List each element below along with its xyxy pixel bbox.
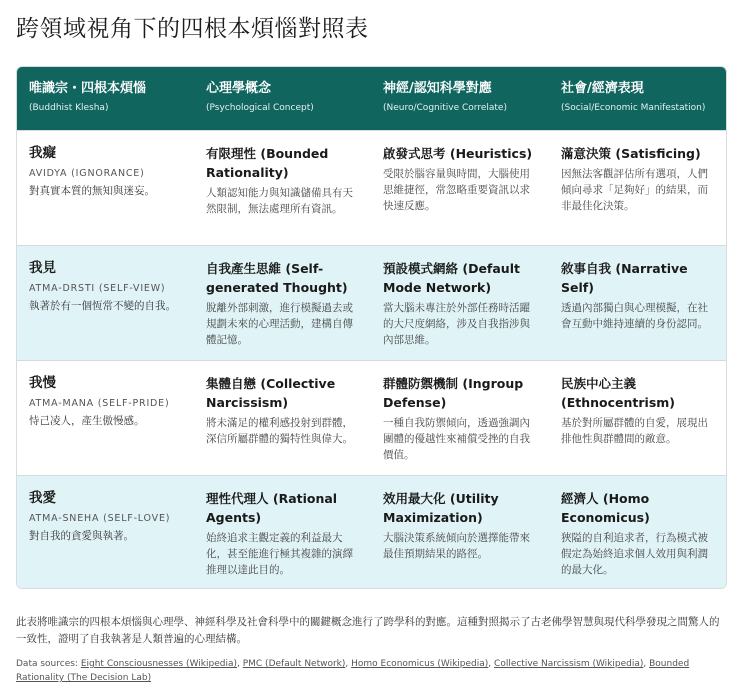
psychology-cell [194,130,371,245]
klesha-sanskrit: ATMA-SNEHA (SELF-LOVE) [29,512,171,524]
table-row [17,130,726,245]
page-title: 跨領域視角下的四根本煩惱對照表 [16,16,369,42]
concept-description: 狹隘的自利追求者，行為模式被假定為始終追求個人效用與利潤的最大化。 [561,531,708,576]
comparison-table [17,67,726,589]
klesha-cell [17,130,194,245]
klesha-description: 恃己凌人，產生傲慢感。 [29,414,145,427]
header-subtitle: (Neuro/Cognitive Correlate) [383,103,507,113]
neuro-cell [371,475,549,589]
source-link-bounded-rationality[interactable]: Bounded Rationality (The Decision Lab) [16,659,690,683]
concept-name: 效用最大化 (Utility Maximization) [383,490,499,525]
concept-description: 一種自我防禦傾向，透過強調內團體的優越性來補償受挫的自我價值。 [383,416,530,461]
social-cell [549,245,726,360]
klesha-sanskrit: ATMA-DRSTI (SELF-VIEW) [29,282,166,294]
klesha-cell [17,475,194,589]
concept-description: 脫離外部刺激，進行模擬過去或規劃未來的心理活動，建構自傳體記憶。 [206,301,353,346]
source-link-collective-narcissism[interactable]: Collective Narcissism (Wikipedia) [494,659,644,669]
table-header [17,67,726,130]
sources-prefix: Data sources: [16,659,81,669]
concept-description: 大腦決策系統傾向於選擇能帶來最佳預期結果的路徑。 [383,531,530,560]
neuro-cell [371,130,549,245]
klesha-name: 我癡 [29,144,56,161]
source-link-homo-economicus[interactable]: Homo Economicus (Wikipedia) [351,659,489,669]
klesha-name: 我見 [29,259,56,276]
header-klesha [17,67,194,130]
header-row [17,67,726,130]
klesha-description: 對真實本質的無知與迷妄。 [29,184,155,197]
concept-name: 理性代理人 (Rational Agents) [206,490,338,525]
concept-name: 滿意決策 (Satisficing) [561,145,701,161]
neuro-cell [371,245,549,360]
source-link-eight-consciousnesses[interactable]: Eight Consciousnesses (Wikipedia) [80,659,237,669]
social-cell [549,475,726,589]
table-row [17,360,726,475]
klesha-name: 我愛 [29,489,56,506]
concept-description: 始終追求主觀定義的利益最大化，甚至能進行極其複雜的演繹推理以達此目的。 [206,531,353,576]
header-subtitle: (Buddhist Klesha) [29,103,109,113]
concept-name: 有限理性 (Bounded Rationality) [206,145,329,180]
header-title: 神經/認知科學對應 [383,81,492,96]
concept-description: 透過內部獨白與心理模擬，在社會互動中維持連續的身份認同。 [561,301,708,330]
concept-description: 受限於腦容量與時間，大腦使用思維捷徑，常忽略重要資訊以求快速反應。 [383,167,530,212]
comparison-table-container [16,66,727,589]
table-row [17,475,726,589]
source-link-pmc[interactable]: PMC (Default Network) [242,659,346,669]
header-subtitle: (Psychological Concept) [206,103,314,113]
footnote: 此表將唯識宗的四根本煩惱與心理學、神經科學及社會科學中的關鍵概念進行了跨學科的對應。這種對照揭示了古老佛學智慧與現代科學發現之間驚人的一致性，證明了自我執著是人類普遍的心理結構。 [16,616,720,645]
concept-description: 當大腦未專注於外部任務時活躍的大尺度網絡，涉及自我指涉與內部思維。 [383,301,530,346]
concept-name: 敘事自我 (Narrative Self) [561,260,688,295]
concept-description: 將未滿足的權利感投射到群體，深信所屬群體的獨特性與偉大。 [206,416,353,445]
concept-description: 人類認知能力與知識儲備具有天然限制，無法處理所有資訊。 [206,186,353,215]
concept-name: 預設模式網絡 (Default Mode Network) [383,260,520,295]
header-social [549,67,726,130]
header-title: 社會/經濟表現 [561,81,644,96]
klesha-name: 我慢 [29,374,56,391]
header-neuro [371,67,549,130]
klesha-cell [17,245,194,360]
psychology-cell [194,475,371,589]
data-sources: Data sources: Eight Consciousnesses (Wikipedia), PMC (Default Network), Homo Economicus (Wikipedia), Collective Narcissism (Wikipedia), Bounded Rationality (The Decision Lab) [16,659,690,683]
neuro-cell [371,360,549,475]
concept-name: 民族中心主義 (Ethnocentrism) [561,375,676,410]
social-cell [549,360,726,475]
social-cell [549,130,726,245]
concept-name: 集體自戀 (Collective Narcissism) [206,375,336,410]
concept-name: 群體防禦機制 (Ingroup Defense) [383,375,524,410]
psychology-cell [194,245,371,360]
klesha-sanskrit: ATMA-MANA (SELF-PRIDE) [29,397,170,409]
klesha-description: 執著於有一個恆常不變的自我。 [29,299,176,312]
concept-name: 自我產生思維 (Self-generated Thought) [206,260,348,295]
header-subtitle: (Social/Economic Manifestation) [561,103,706,113]
psychology-cell [194,360,371,475]
header-title: 心理學概念 [206,81,272,96]
table-row [17,245,726,360]
concept-description: 基於對所屬群體的自愛，展現出排他性與群體間的敵意。 [561,416,708,445]
klesha-sanskrit: AVIDYA (IGNORANCE) [29,167,145,179]
concept-name: 啟發式思考 (Heuristics) [383,145,533,161]
concept-name: 經濟人 (Homo Economicus) [561,490,650,525]
table-body [17,130,726,589]
klesha-description: 對自我的貪愛與執著。 [29,529,134,542]
concept-description: 因無法客觀評估所有選項，人們傾向尋求「足夠好」的結果，而非最佳化決策。 [561,167,708,212]
header-psychology [194,67,371,130]
header-title: 唯識宗・四根本煩惱 [29,81,147,96]
klesha-cell [17,360,194,475]
